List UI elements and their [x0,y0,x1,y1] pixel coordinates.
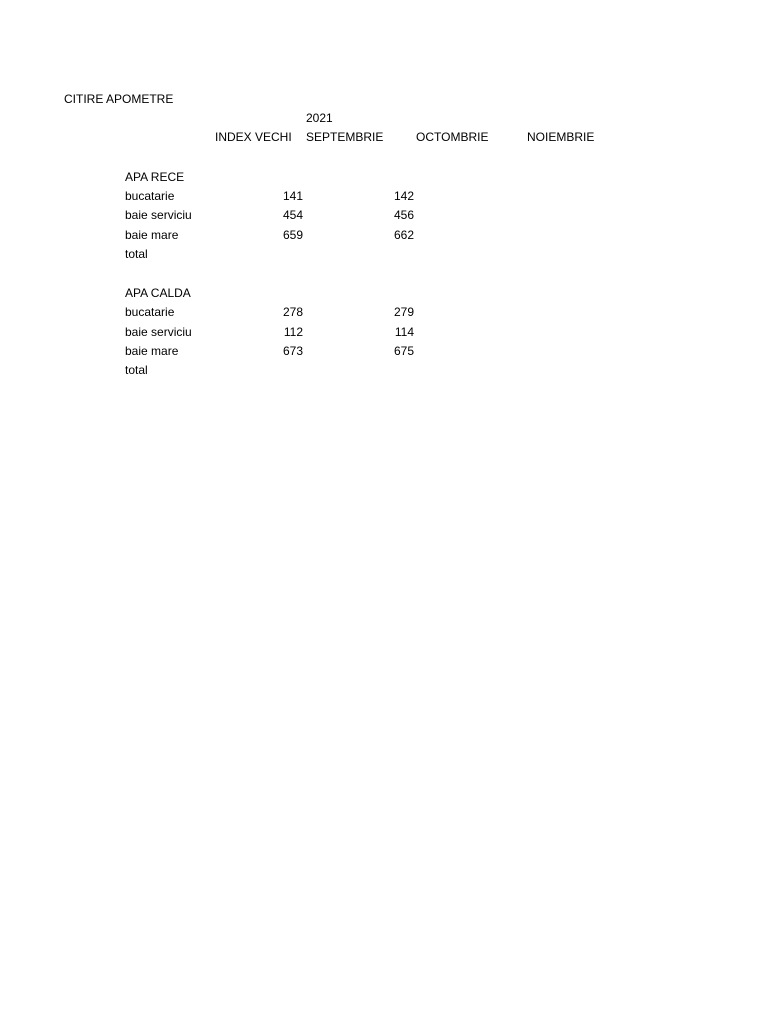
year-label: 2021 [306,111,333,125]
cell-index-vechi: 141 [282,189,303,203]
header-septembrie: SEPTEMBRIE [306,130,384,144]
sheet-title: CITIRE APOMETRE [64,92,174,106]
cell-index-vechi: 278 [282,305,303,319]
row-label: baie serviciu [125,325,192,339]
cell-septembrie: 456 [393,208,414,222]
section-title-apa-rece: APA RECE [125,170,185,184]
row-label: baie mare [125,228,179,242]
header-noiembrie: NOIEMBRIE [527,130,595,144]
cell-septembrie: 114 [394,325,414,339]
total-label: total [125,247,148,261]
section-title-apa-calda: APA CALDA [125,286,191,300]
cell-septembrie: 279 [393,305,414,319]
cell-septembrie: 675 [393,344,414,358]
header-octombrie: OCTOMBRIE [416,130,489,144]
header-index-vechi: INDEX VECHI [215,130,292,144]
row-label: bucatarie [125,305,175,319]
row-label: baie serviciu [125,208,192,222]
cell-septembrie: 142 [393,189,414,203]
cell-septembrie: 662 [393,228,414,242]
row-label: bucatarie [125,189,175,203]
cell-index-vechi: 454 [282,208,303,222]
cell-index-vechi: 112 [283,325,303,339]
row-label: baie mare [125,344,179,358]
cell-index-vechi: 673 [282,344,303,358]
cell-index-vechi: 659 [282,228,303,242]
total-label: total [125,363,148,377]
